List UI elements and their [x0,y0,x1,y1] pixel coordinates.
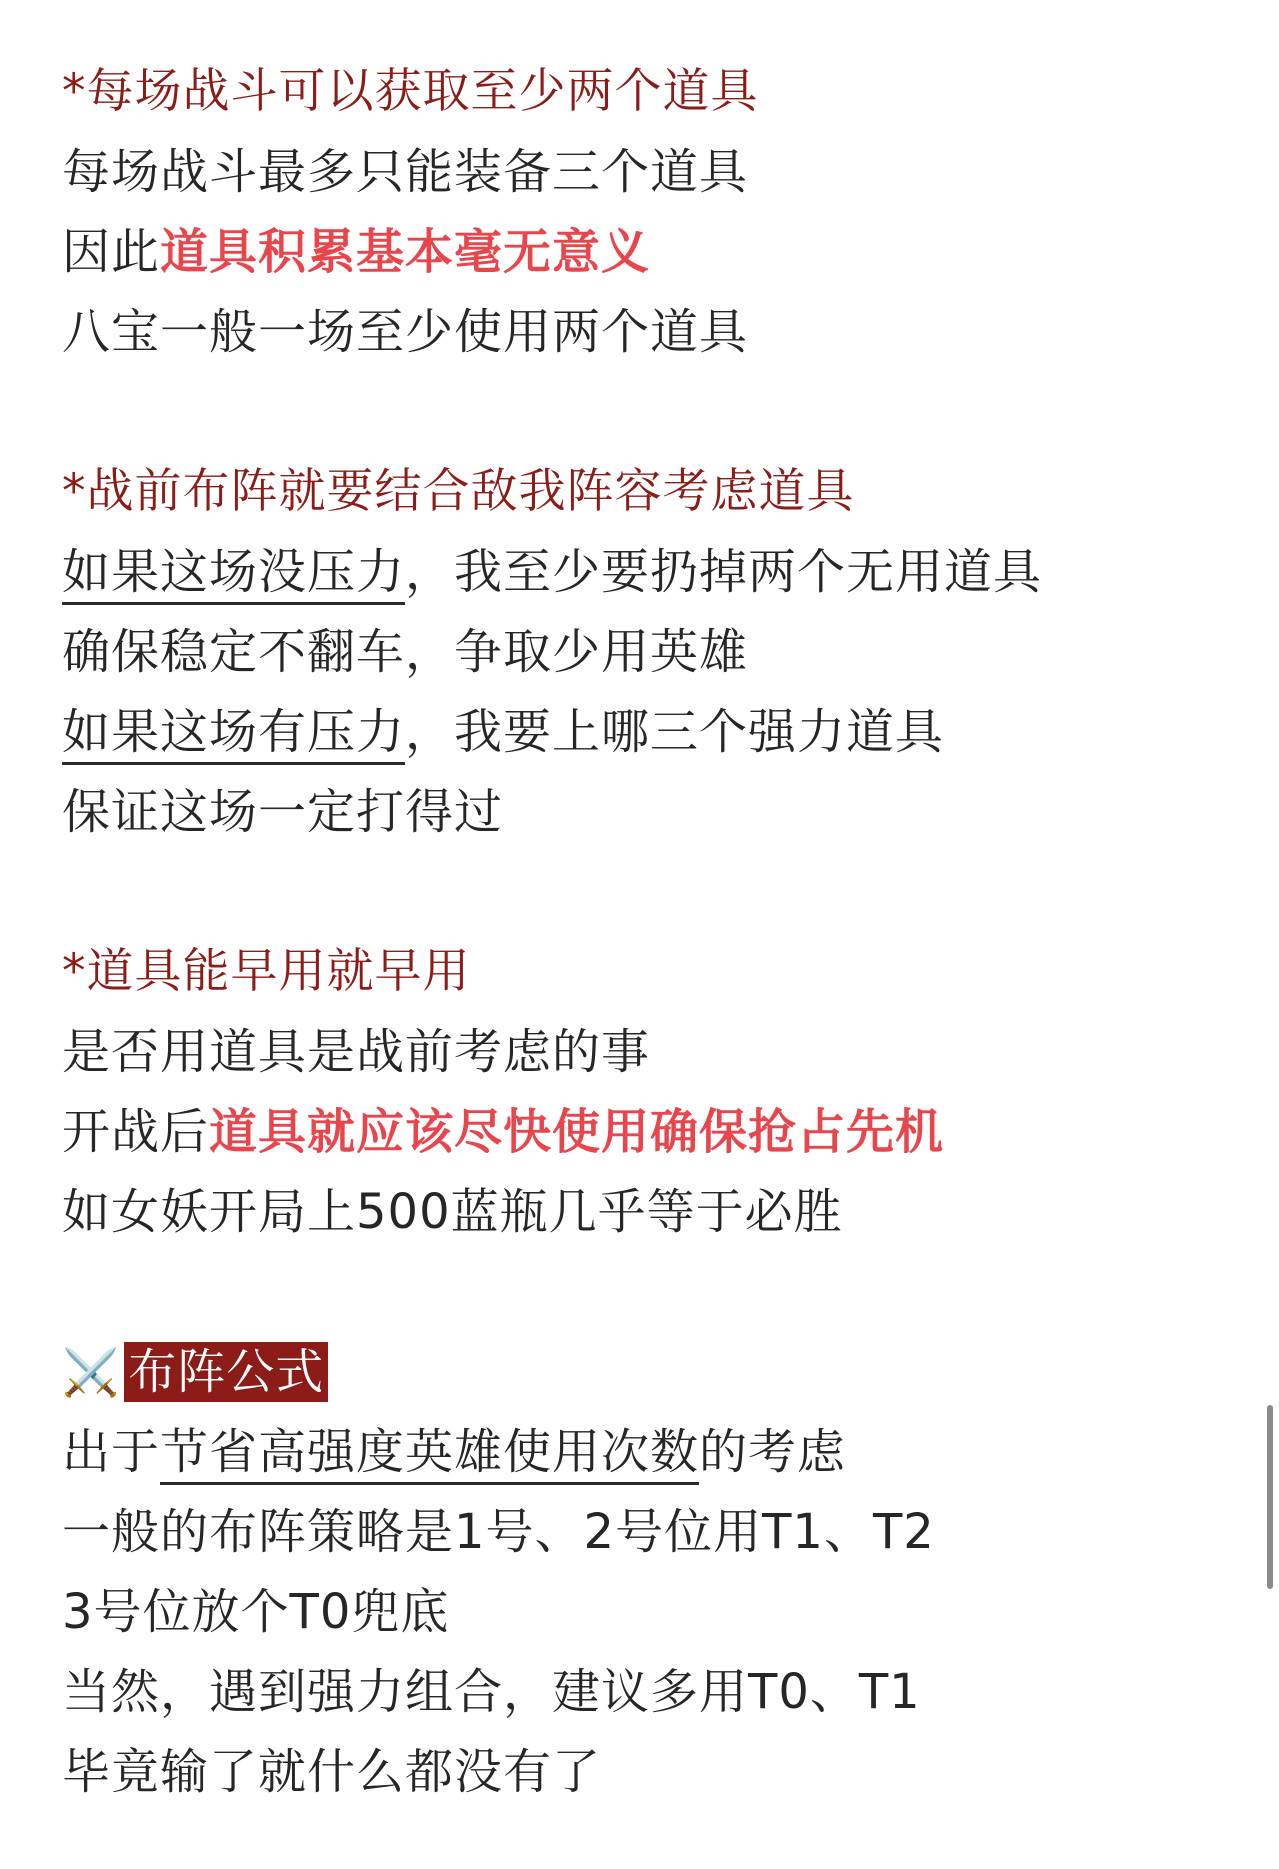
section-heading: *战前布阵就要结合敌我阵容考虑道具 [62,464,855,519]
text-line [62,212,1239,292]
text-segment: 的考虑 [699,1424,847,1480]
scrollbar-thumb[interactable] [1267,1405,1273,1589]
spacer [62,372,1239,452]
text-segment: 出于 [62,1424,161,1480]
underlined-text: 节省高强度英雄使用次数 [160,1424,699,1485]
text-segment: ，我至少要扔掉两个无用道具 [405,544,1043,600]
text-line: 当然，遇到强力组合，建议多用T0、T1 [62,1664,921,1720]
text-line [62,692,1239,772]
text-line: 确保稳定不翻车，争取少用英雄 [62,624,749,680]
section-heading-chip: 布阵公式 [124,1342,328,1402]
text-line: 八宝一般一场至少使用两个道具 [62,304,749,360]
text-line [62,532,1239,612]
underlined-text: 如果这场没压力 [62,544,405,605]
section-heading: *道具能早用就早用 [62,944,471,999]
text-line [62,1412,1239,1492]
section-heading-row [62,1332,1239,1412]
spacer [62,852,1239,932]
text-line: 保证这场一定打得过 [62,784,504,840]
underlined-text: 如果这场有压力 [62,704,405,765]
text-segment: ，我要上哪三个强力道具 [405,704,945,760]
spacer [62,1252,1239,1332]
text-line: 是否用道具是战前考虑的事 [62,1024,651,1080]
text-line: 3号位放个T0兜底 [62,1584,450,1640]
text-line: 每场战斗最多只能装备三个道具 [62,144,749,200]
highlight-text: 道具积累基本毫无意义 [160,224,651,280]
text-segment: 因此 [62,224,161,280]
highlight-text: 道具就应该尽快使用确保抢占先机 [209,1104,945,1160]
text-line: 如女妖开局上500蓝瓶几乎等于必胜 [62,1184,843,1240]
text-line: 一般的布阵策略是1号、2号位用T1、T2 [62,1504,935,1560]
text-line [62,1092,1239,1172]
text-line: 毕竟输了就什么都没有了 [62,1744,602,1800]
text-segment: 开战后 [62,1104,210,1160]
crossed-swords-icon: ⚔️ [62,1345,121,1399]
document-body [62,52,1239,1812]
section-heading: *每场战斗可以获取至少两个道具 [62,64,759,119]
